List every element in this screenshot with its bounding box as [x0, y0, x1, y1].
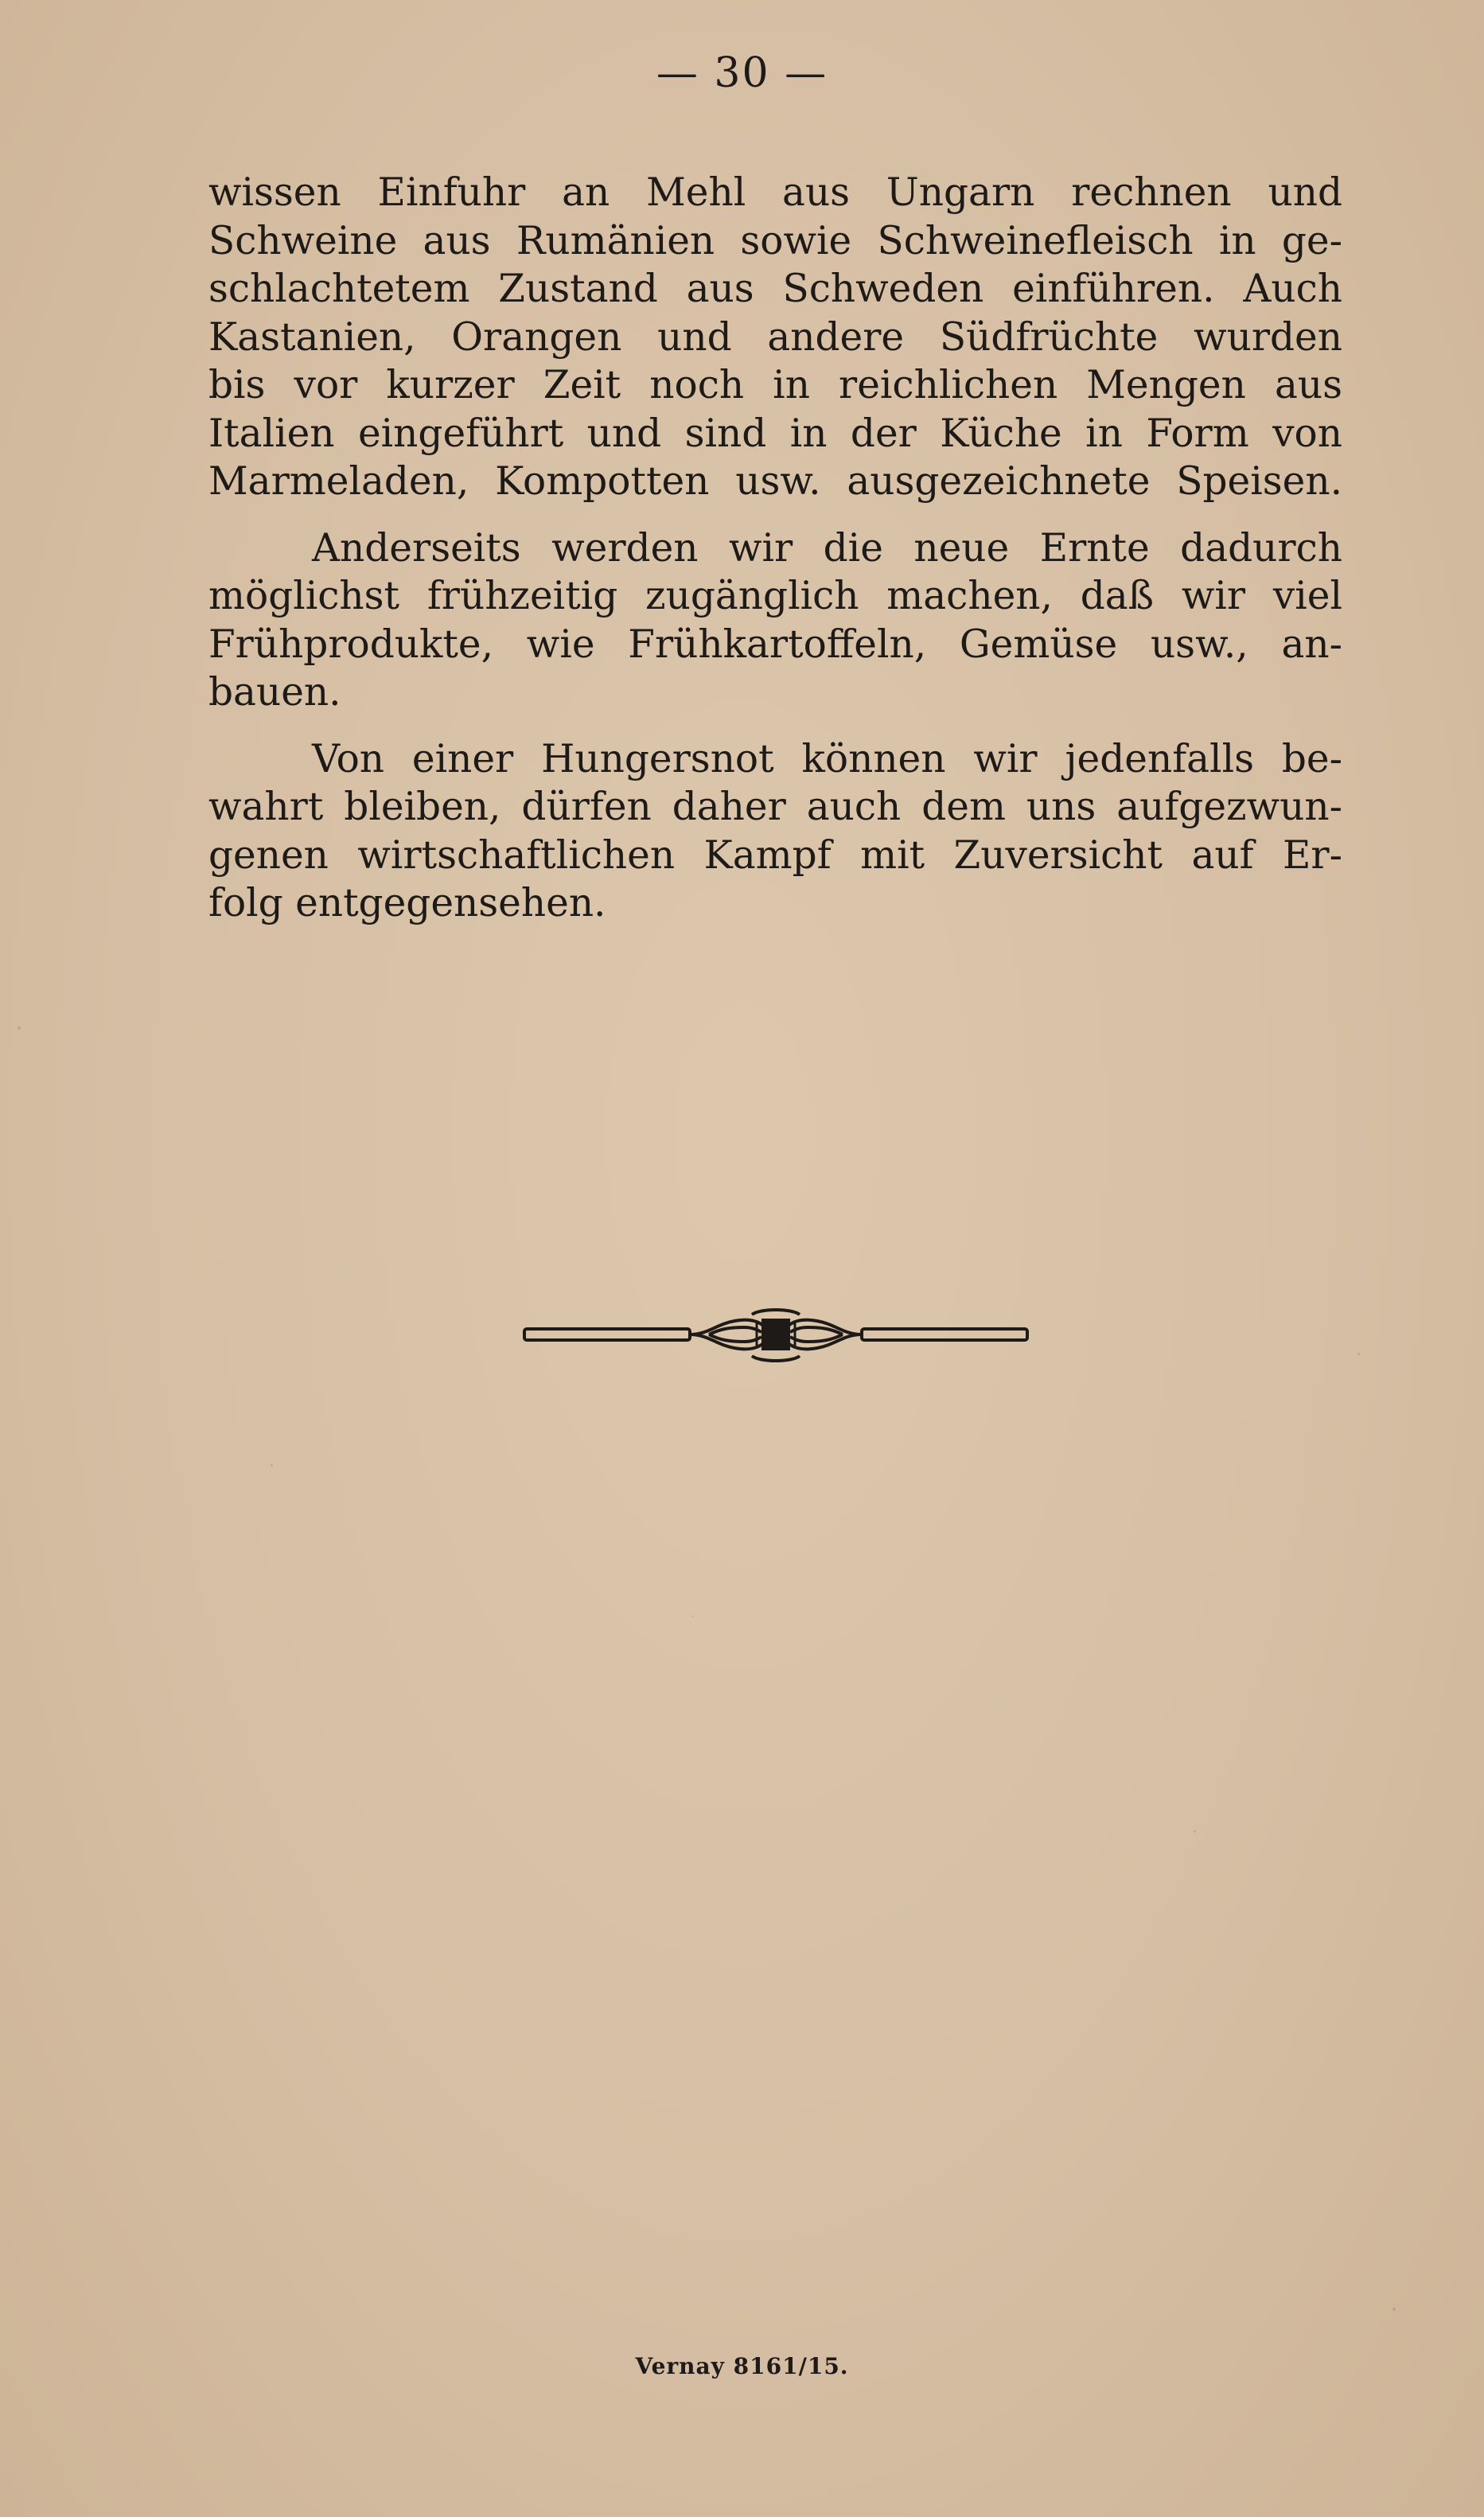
text-line: Marmeladen, Kompotten usw. ausgezeichnete Speisen.: [208, 459, 1342, 504]
paper-speck: [18, 1027, 21, 1030]
printer-imprint: Vernay 8161/15.: [635, 2353, 849, 2379]
text-line: bauen.: [208, 670, 341, 715]
page-number: — 30 —: [656, 49, 828, 97]
paragraph: [208, 169, 1342, 506]
text-line: Kastanien, Orangen und andere Südfrüchte wurden: [208, 314, 1342, 360]
paper-speck: [1357, 1353, 1360, 1355]
text-line: wahrt bleiben, dürfen daher auch dem uns aufgezwun-: [208, 785, 1342, 829]
text-line: folg entgegensehen.: [208, 881, 606, 925]
paper-speck: [271, 1464, 273, 1467]
text-line: genen wirtschaftlichen Kampf mit Zuversicht auf Er-: [208, 832, 1342, 878]
text-line: Frühprodukte, wie Frühkartoffeln, Gemüse usw., an-: [208, 621, 1342, 667]
text-line: Von einer Hungersnot können wir jedenfalls be-: [312, 736, 1342, 781]
text-line: Anderseits werden wir die neue Ernte dadurch: [312, 525, 1342, 571]
ornamental-divider-icon: [521, 1305, 1030, 1366]
paragraph: [208, 524, 1342, 717]
text-line: wissen Einfuhr an Mehl aus Ungarn rechnen und: [208, 170, 1342, 215]
text-line: Schweine aus Rumänien sowie Schweinefleisch in ge-: [208, 218, 1342, 263]
paper-speck: [692, 1615, 694, 1617]
paper-speck: [1392, 2308, 1396, 2311]
text-line: möglichst frühzeitig zugänglich machen, daß wir viel: [208, 574, 1342, 618]
body-text: [208, 169, 1342, 946]
paragraph: [208, 735, 1342, 928]
text-line: Italien eingeführt und sind in der Küche in Form von: [208, 411, 1342, 456]
text-line: schlachtetem Zustand aus Schweden einführen. Auch: [208, 267, 1342, 311]
text-line: bis vor kurzer Zeit noch in reichlichen Mengen aus: [208, 363, 1342, 407]
paper-speck: [1194, 1830, 1196, 1833]
